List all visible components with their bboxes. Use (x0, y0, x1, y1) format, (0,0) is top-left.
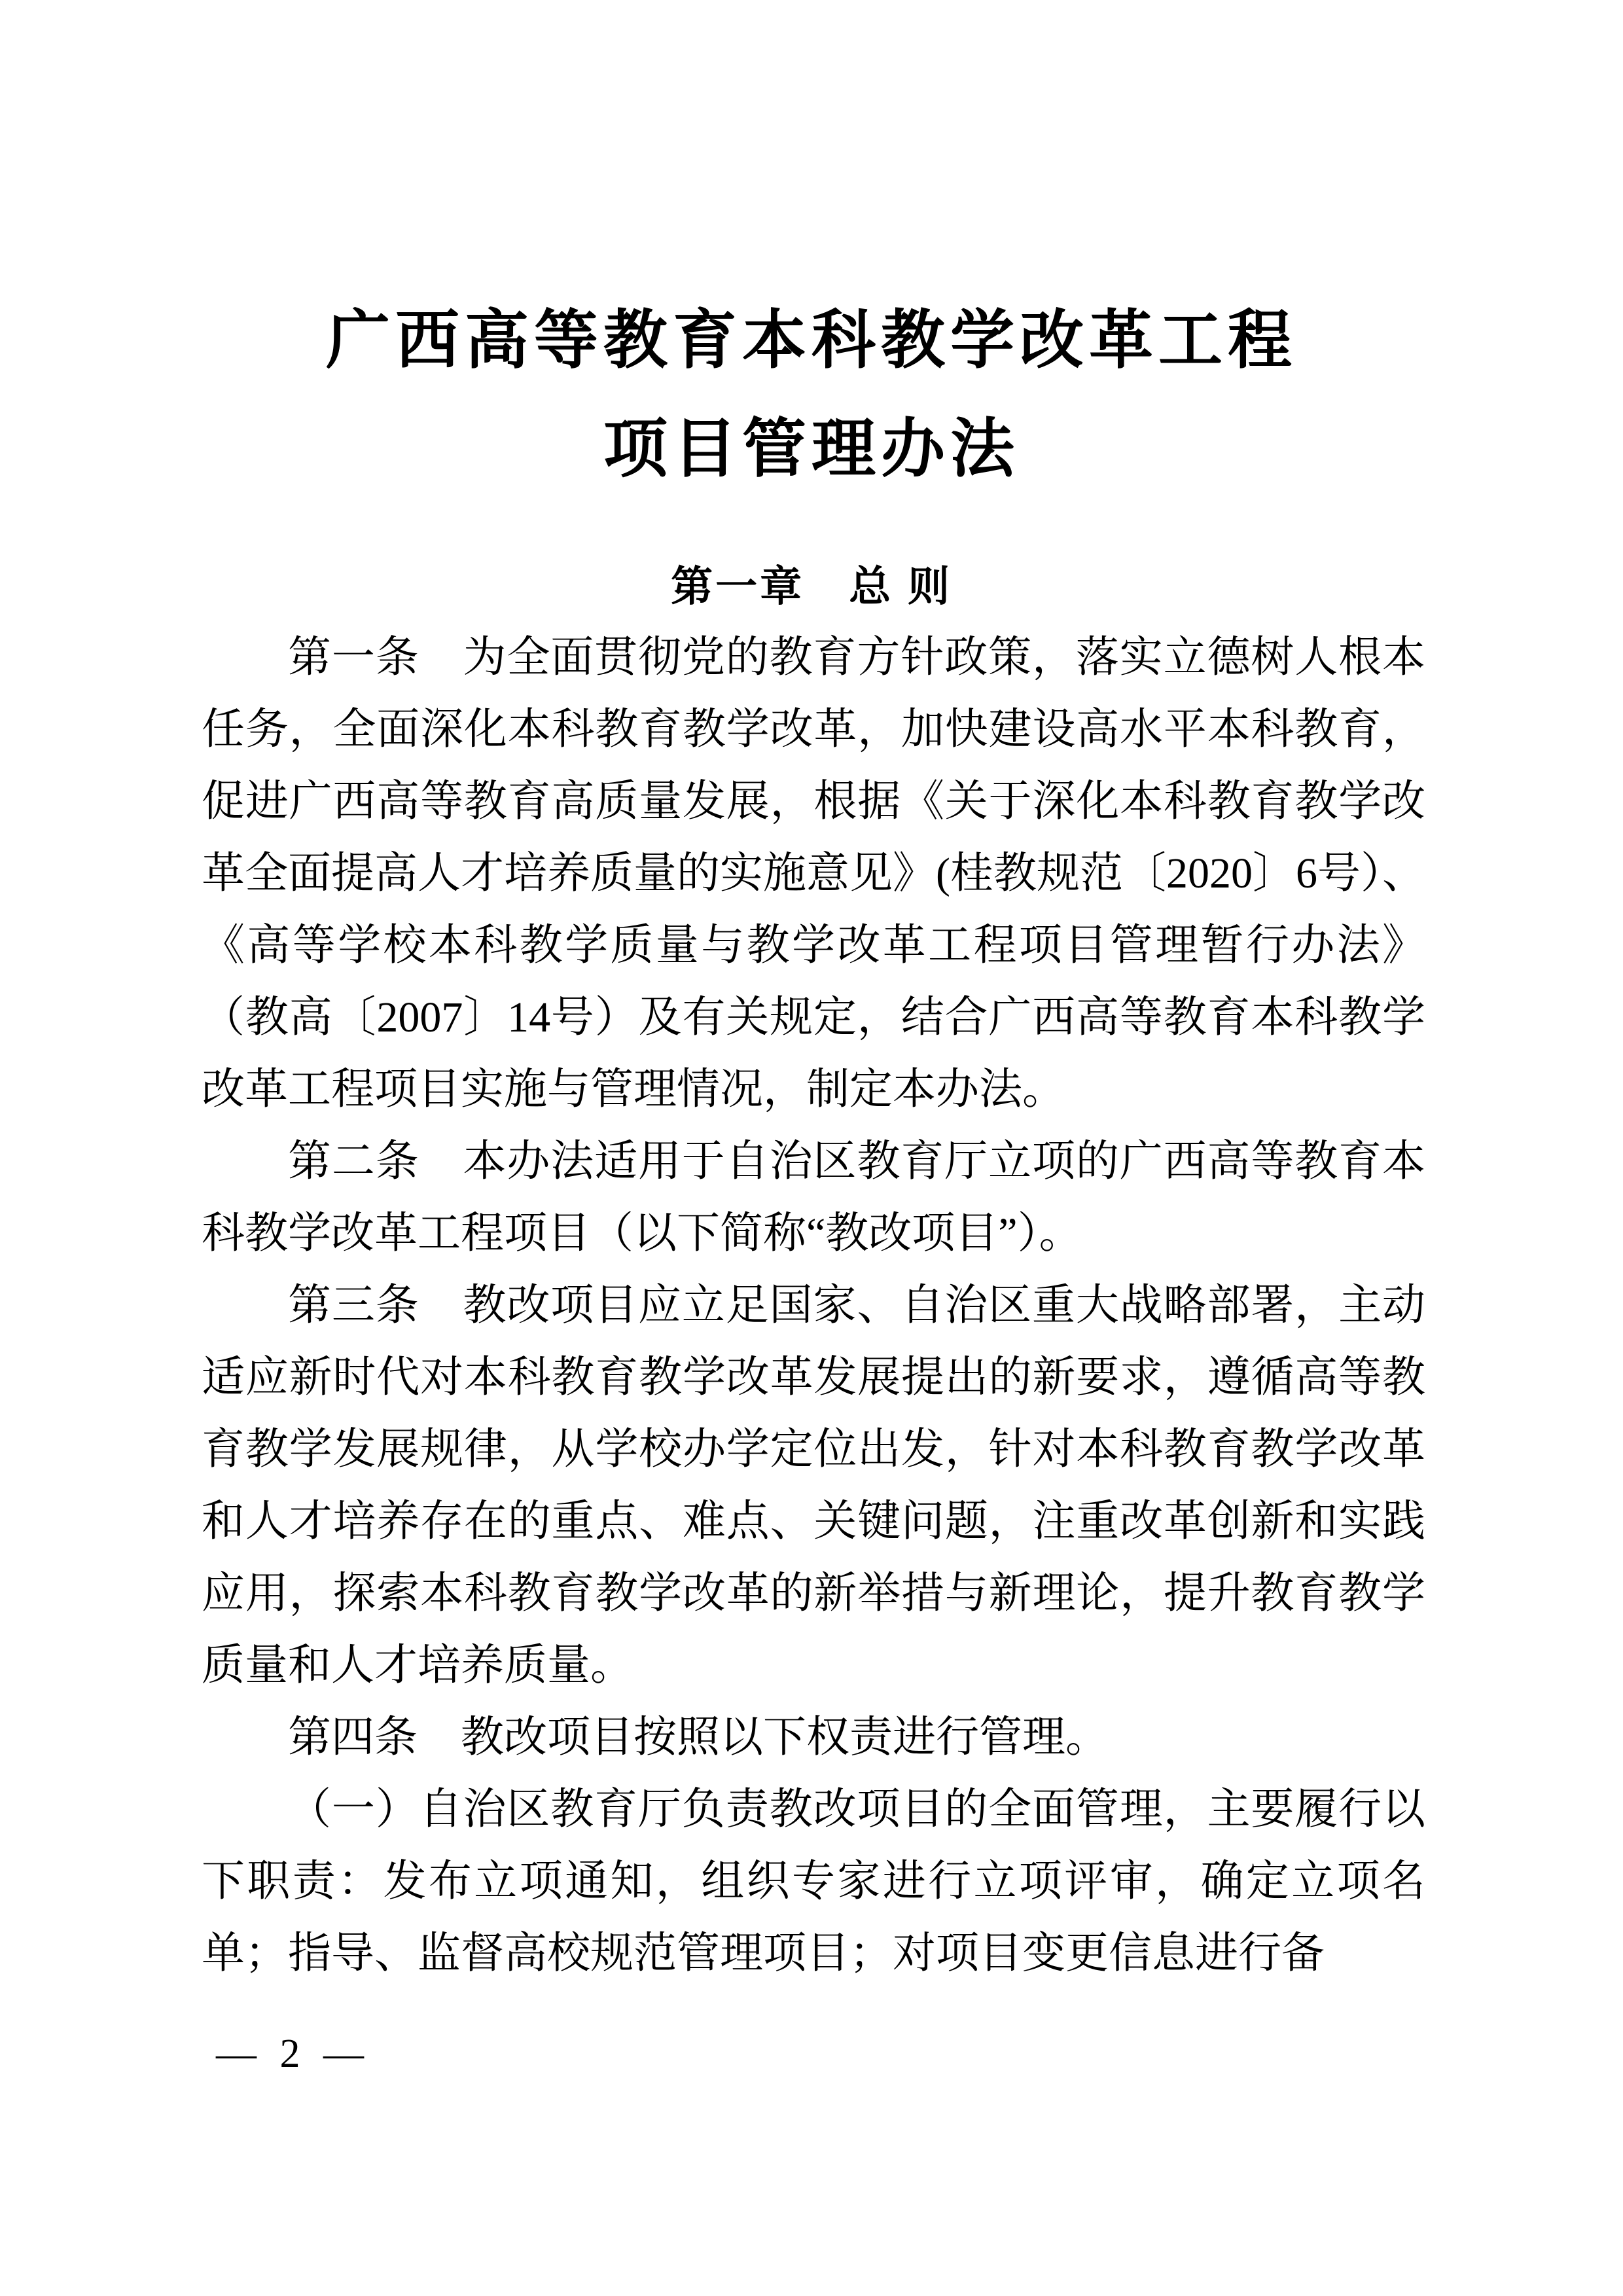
document-title-line1: 广西高等教育本科教学改革工程 (325, 306, 1297, 376)
document-title (0, 287, 1623, 504)
document-title-line2: 项目管理办法 (603, 414, 1020, 485)
page-number: — 2 — (216, 2032, 370, 2076)
body-paragraph-article-3: 第三条 教改项目应立足国家、自治区重大战略部署，主动适应新时代对本科教育教学改革发展提出的新要求，遵循高等教育教学发展规律，从学校办学定位出发，针对本科教育教学改革和人才培养存在的重点、难点、关键问题，注重改革创新和实践应用，探索本科教育教学改革的新举措与新理论，提升教育教学质量和人才培养质量。 (202, 1282, 1425, 1689)
body-paragraph-article-4-item-1: （一）自治区教育厅负责教改项目的全面管理，主要履行以下职责：发布立项通知，组织专家进行立项评审，确定立项名单；指导、监督高校规范管理项目；对项目变更信息进行备 (202, 1785, 1425, 1977)
body-paragraph-article-4: 第四条 教改项目按照以下权责进行管理。 (288, 1713, 1109, 1761)
document-body (202, 622, 1425, 1990)
chapter-heading: 第一章 总 则 (671, 563, 952, 610)
body-paragraph-article-2: 第二条 本办法适用于自治区教育厅立项的广西高等教育本科教学改革工程项目（以下简称“教改项目”）。 (202, 1138, 1425, 1257)
body-paragraph-article-1: 第一条 为全面贯彻党的教育方针政策，落实立德树人根本任务，全面深化本科教育教学改革，加快建设高水平本科教育，促进广西高等教育高质量发展，根据《关于深化本科教育教学改革全面提高人才培养质量的实施意见》(桂教规范〔2020〕6号）、《高等学校本科教学质量与教学改革工程项目管理暂行办法》（教高〔2007〕14号）及有关规定，结合广西高等教育本科教学改革工程项目实施与管理情况，制定本办法。 (202, 634, 1425, 1113)
